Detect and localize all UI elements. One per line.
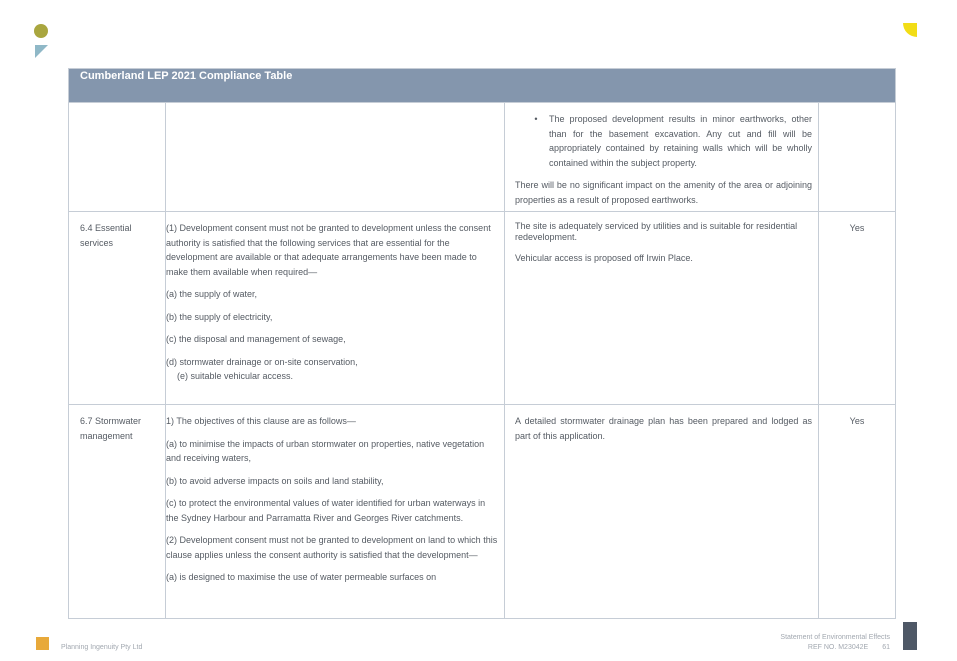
text-cell bbox=[166, 405, 505, 619]
clause-item: (e) suitable vehicular access. bbox=[177, 371, 294, 381]
clause-cell: 6.4 Essential services bbox=[69, 212, 166, 405]
footer-reference: REF NO. M23042E bbox=[807, 644, 869, 651]
compliance-cell bbox=[819, 103, 896, 212]
table-header-row bbox=[69, 69, 896, 103]
comment-paragraph: There will be no significant impact on the amenity of the area or adjoining properties as a result of proposed earthworks. bbox=[515, 180, 812, 205]
clause-text: (1) Development consent must not be granted to development unless the consent authority is satisfied that the following services that are essential for the development are available or that adequate arrangements have been made to make them available when required— bbox=[166, 223, 491, 277]
footer-document-title: Statement of Environmental Effects bbox=[780, 634, 890, 641]
clause-item: (a) is designed to maximise the use of water permeable surfaces on bbox=[166, 572, 437, 582]
comment-cell bbox=[505, 405, 819, 619]
compliance-cell: Yes bbox=[819, 212, 896, 405]
compliance-table bbox=[68, 68, 896, 619]
table-row bbox=[69, 103, 896, 212]
clause-item: (a) the supply of water, bbox=[166, 289, 258, 299]
clause-item: (b) the supply of electricity, bbox=[166, 311, 273, 322]
table-row bbox=[69, 212, 896, 405]
clause-item: (c) the disposal and management of sewage, bbox=[166, 334, 346, 344]
clause-item: (b) to avoid adverse impacts on soils and land stability, bbox=[166, 475, 384, 486]
clause-cell bbox=[69, 103, 166, 212]
corner-mark bbox=[903, 23, 917, 37]
footer-bar bbox=[903, 622, 917, 650]
clause-item: (d) stormwater drainage or on-site conservation, bbox=[166, 356, 358, 367]
bullet-icon: • bbox=[534, 114, 538, 124]
bullet-text: The proposed development results in minor earthworks, other than for the basement excavation. Any cut and fill will be appropriately contained by retaining walls which will be wholly contained within the subject property. bbox=[549, 114, 812, 168]
table-row bbox=[69, 405, 896, 619]
footer-document-info bbox=[780, 633, 890, 653]
comment-cell bbox=[505, 103, 819, 212]
compliance-cell: Yes bbox=[819, 405, 896, 619]
page-number: 61 bbox=[882, 644, 890, 651]
bullet-item bbox=[515, 112, 812, 170]
logo-circle bbox=[34, 24, 48, 38]
clause-item: (a) to minimise the impacts of urban stormwater on properties, native vegetation and receiving waters, bbox=[166, 438, 485, 463]
text-cell bbox=[166, 212, 505, 405]
clause-item: (c) to protect the environmental values of water identified for urban waterways in the Sydney Harbour and Parramatta River and Georges River catchments. bbox=[166, 498, 486, 523]
table-title: Cumberland LEP 2021 Compliance Table bbox=[69, 69, 896, 103]
footer-company: Planning Ingenuity Pty Ltd bbox=[61, 644, 143, 651]
comment-cell bbox=[505, 212, 819, 405]
logo-triangle bbox=[35, 45, 48, 58]
footer-reference-line bbox=[780, 643, 890, 653]
comment-paragraph: Vehicular access is proposed off Irwin Place. bbox=[515, 253, 693, 263]
clause-cell: 6.7 Stormwater management bbox=[69, 405, 166, 619]
clause-text: 1) The objectives of this clause are as follows— bbox=[166, 416, 356, 426]
footer-logo-square bbox=[36, 637, 49, 650]
comment-paragraph: The site is adequately serviced by utilities and is suitable for residential redevelopment. bbox=[515, 221, 798, 242]
comment-paragraph: A detailed stormwater drainage plan has been prepared and lodged as part of this application. bbox=[515, 416, 812, 441]
clause-text: (2) Development consent must not be granted to development on land to which this clause applies unless the consent authority is satisfied that the development— bbox=[166, 535, 498, 560]
text-cell bbox=[166, 103, 505, 212]
